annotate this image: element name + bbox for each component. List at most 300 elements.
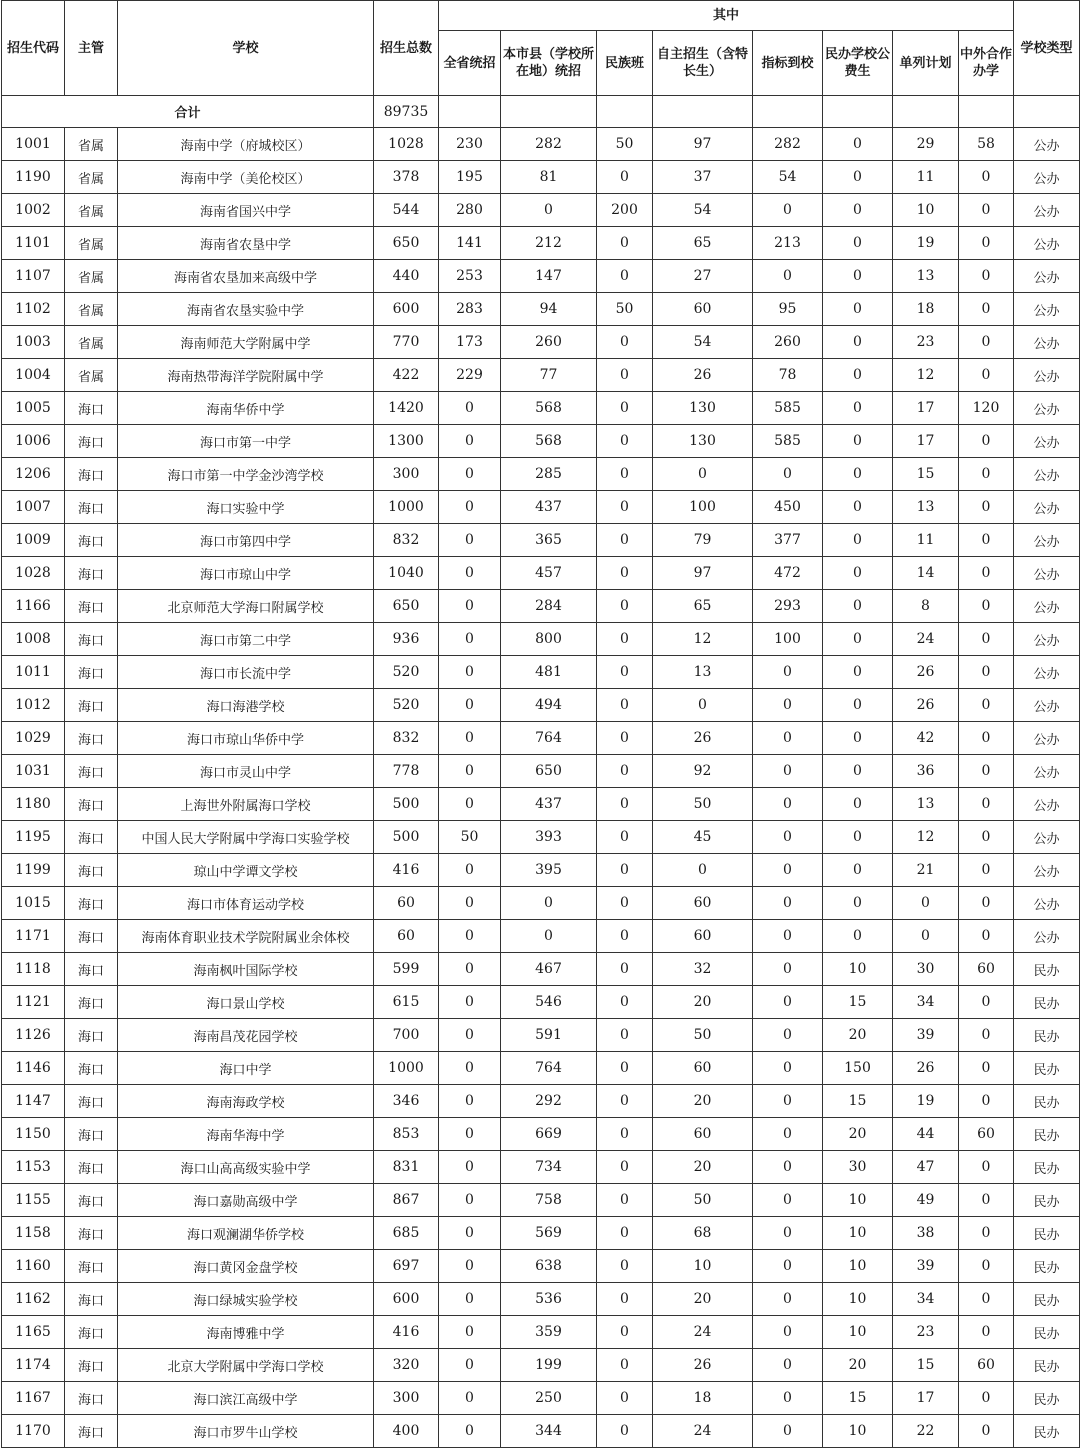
cell-authority: 海口 — [65, 1316, 118, 1349]
cell-sino-foreign: 0 — [959, 854, 1014, 887]
table-row — [2, 1085, 1080, 1118]
cell-school: 海南中学（府城校区） — [118, 128, 374, 161]
cell-sino-foreign: 0 — [959, 293, 1014, 326]
cell-authority: 海口 — [65, 1019, 118, 1052]
cell-local-unified: 494 — [501, 689, 597, 722]
cell-private-public: 15 — [823, 986, 893, 1019]
cell-local-unified: 734 — [501, 1151, 597, 1184]
cell-local-unified: 650 — [501, 755, 597, 788]
header-total: 招生总数 — [374, 1, 439, 96]
cell-school: 海口景山学校 — [118, 986, 374, 1019]
cell-independent: 27 — [653, 260, 753, 293]
cell-private-public: 15 — [823, 1382, 893, 1415]
cell-private-public: 10 — [823, 1217, 893, 1250]
cell-separate-plan: 47 — [893, 1151, 959, 1184]
cell-authority: 海口 — [65, 986, 118, 1019]
cell-authority: 海口 — [65, 887, 118, 920]
cell-total: 867 — [374, 1184, 439, 1217]
cell-sino-foreign: 0 — [959, 359, 1014, 392]
cell-separate-plan: 26 — [893, 689, 959, 722]
cell-local-unified: 568 — [501, 425, 597, 458]
cell-total: 600 — [374, 1283, 439, 1316]
cell-independent: 60 — [653, 1052, 753, 1085]
table-row — [2, 821, 1080, 854]
total-empty-cell — [823, 96, 893, 128]
cell-separate-plan: 39 — [893, 1019, 959, 1052]
cell-separate-plan: 10 — [893, 194, 959, 227]
cell-province-unified: 0 — [439, 1085, 501, 1118]
cell-local-unified: 536 — [501, 1283, 597, 1316]
cell-ethnic-class: 0 — [597, 227, 653, 260]
cell-total: 544 — [374, 194, 439, 227]
table-row — [2, 590, 1080, 623]
cell-quota: 0 — [753, 1019, 823, 1052]
cell-school-type: 民办 — [1014, 1019, 1080, 1052]
cell-authority: 海口 — [65, 590, 118, 623]
cell-private-public: 10 — [823, 1184, 893, 1217]
table-row — [2, 788, 1080, 821]
cell-school-type: 公办 — [1014, 755, 1080, 788]
cell-separate-plan: 22 — [893, 1415, 959, 1448]
cell-school-type: 公办 — [1014, 656, 1080, 689]
header-school-type: 学校类型 — [1014, 1, 1080, 96]
cell-province-unified: 0 — [439, 557, 501, 590]
header-authority: 主管 — [65, 1, 118, 96]
header-group-of-which: 其中 — [439, 1, 1014, 31]
cell-school-type: 公办 — [1014, 161, 1080, 194]
cell-school: 海南师范大学附属中学 — [118, 326, 374, 359]
cell-school-type: 公办 — [1014, 260, 1080, 293]
cell-total: 700 — [374, 1019, 439, 1052]
cell-independent: 0 — [653, 689, 753, 722]
cell-ethnic-class: 0 — [597, 986, 653, 1019]
cell-province-unified: 0 — [439, 1382, 501, 1415]
cell-quota: 0 — [753, 1250, 823, 1283]
cell-separate-plan: 24 — [893, 623, 959, 656]
cell-sino-foreign: 0 — [959, 1085, 1014, 1118]
cell-province-unified: 0 — [439, 590, 501, 623]
cell-sino-foreign: 0 — [959, 260, 1014, 293]
cell-school: 海口观澜湖华侨学校 — [118, 1217, 374, 1250]
table-row — [2, 359, 1080, 392]
cell-total: 378 — [374, 161, 439, 194]
cell-independent: 60 — [653, 887, 753, 920]
cell-total: 300 — [374, 1382, 439, 1415]
cell-local-unified: 359 — [501, 1316, 597, 1349]
cell-separate-plan: 17 — [893, 392, 959, 425]
cell-ethnic-class: 0 — [597, 854, 653, 887]
cell-sino-foreign: 0 — [959, 194, 1014, 227]
cell-ethnic-class: 0 — [597, 491, 653, 524]
cell-authority: 海口 — [65, 1382, 118, 1415]
cell-quota: 0 — [753, 1217, 823, 1250]
cell-local-unified: 81 — [501, 161, 597, 194]
cell-authority: 海口 — [65, 1184, 118, 1217]
cell-code: 1011 — [2, 656, 65, 689]
cell-authority: 省属 — [65, 359, 118, 392]
cell-province-unified: 283 — [439, 293, 501, 326]
cell-separate-plan: 36 — [893, 755, 959, 788]
cell-local-unified: 285 — [501, 458, 597, 491]
cell-independent: 24 — [653, 1415, 753, 1448]
cell-total: 770 — [374, 326, 439, 359]
cell-province-unified: 0 — [439, 755, 501, 788]
cell-school-type: 公办 — [1014, 227, 1080, 260]
cell-school: 海南昌茂花园学校 — [118, 1019, 374, 1052]
cell-total: 320 — [374, 1349, 439, 1382]
cell-local-unified: 568 — [501, 392, 597, 425]
cell-local-unified: 77 — [501, 359, 597, 392]
cell-school: 海口中学 — [118, 1052, 374, 1085]
cell-code: 1003 — [2, 326, 65, 359]
cell-sino-foreign: 0 — [959, 1283, 1014, 1316]
cell-quota: 0 — [753, 1151, 823, 1184]
cell-private-public: 0 — [823, 656, 893, 689]
cell-local-unified: 0 — [501, 194, 597, 227]
cell-authority: 海口 — [65, 1151, 118, 1184]
cell-code: 1005 — [2, 392, 65, 425]
cell-authority: 海口 — [65, 755, 118, 788]
cell-authority: 海口 — [65, 491, 118, 524]
cell-ethnic-class: 0 — [597, 1250, 653, 1283]
cell-code: 1006 — [2, 425, 65, 458]
cell-local-unified: 437 — [501, 788, 597, 821]
cell-sino-foreign: 0 — [959, 623, 1014, 656]
cell-school-type: 民办 — [1014, 1316, 1080, 1349]
cell-code: 1029 — [2, 722, 65, 755]
total-label: 合计 — [2, 96, 374, 128]
cell-separate-plan: 19 — [893, 227, 959, 260]
cell-ethnic-class: 0 — [597, 359, 653, 392]
header-sino-foreign: 中外合作办学 — [959, 31, 1014, 96]
table-row — [2, 194, 1080, 227]
cell-authority: 海口 — [65, 392, 118, 425]
cell-independent: 92 — [653, 755, 753, 788]
cell-separate-plan: 8 — [893, 590, 959, 623]
cell-private-public: 10 — [823, 1316, 893, 1349]
cell-sino-foreign: 0 — [959, 788, 1014, 821]
cell-code: 1167 — [2, 1382, 65, 1415]
cell-private-public: 0 — [823, 722, 893, 755]
cell-private-public: 0 — [823, 491, 893, 524]
cell-total: 300 — [374, 458, 439, 491]
cell-ethnic-class: 0 — [597, 1283, 653, 1316]
cell-ethnic-class: 0 — [597, 887, 653, 920]
cell-quota: 0 — [753, 722, 823, 755]
cell-ethnic-class: 200 — [597, 194, 653, 227]
cell-school-type: 民办 — [1014, 1382, 1080, 1415]
table-row — [2, 1151, 1080, 1184]
cell-quota: 0 — [753, 1349, 823, 1382]
cell-code: 1180 — [2, 788, 65, 821]
cell-sino-foreign: 0 — [959, 590, 1014, 623]
cell-code: 1028 — [2, 557, 65, 590]
cell-quota: 0 — [753, 755, 823, 788]
cell-independent: 32 — [653, 953, 753, 986]
cell-authority: 省属 — [65, 260, 118, 293]
table-row — [2, 920, 1080, 953]
total-empty-cell — [439, 96, 501, 128]
cell-code: 1174 — [2, 1349, 65, 1382]
table-row — [2, 953, 1080, 986]
cell-ethnic-class: 0 — [597, 1085, 653, 1118]
header-ethnic-class: 民族班 — [597, 31, 653, 96]
cell-school-type: 公办 — [1014, 128, 1080, 161]
cell-separate-plan: 19 — [893, 1085, 959, 1118]
cell-total: 615 — [374, 986, 439, 1019]
cell-separate-plan: 34 — [893, 1283, 959, 1316]
cell-authority: 海口 — [65, 524, 118, 557]
cell-local-unified: 284 — [501, 590, 597, 623]
cell-private-public: 10 — [823, 1283, 893, 1316]
total-empty-cell — [1014, 96, 1080, 128]
cell-sino-foreign: 0 — [959, 689, 1014, 722]
table-row — [2, 260, 1080, 293]
cell-private-public: 0 — [823, 260, 893, 293]
cell-total: 520 — [374, 689, 439, 722]
header-separate-plan: 单列计划 — [893, 31, 959, 96]
cell-authority: 省属 — [65, 326, 118, 359]
cell-separate-plan: 21 — [893, 854, 959, 887]
cell-province-unified: 253 — [439, 260, 501, 293]
cell-authority: 海口 — [65, 854, 118, 887]
cell-independent: 20 — [653, 1151, 753, 1184]
table-row — [2, 1316, 1080, 1349]
cell-private-public: 0 — [823, 623, 893, 656]
cell-school: 海南中学（美伦校区） — [118, 161, 374, 194]
cell-authority: 海口 — [65, 1052, 118, 1085]
cell-code: 1158 — [2, 1217, 65, 1250]
cell-sino-foreign: 58 — [959, 128, 1014, 161]
cell-independent: 20 — [653, 1283, 753, 1316]
cell-authority: 海口 — [65, 821, 118, 854]
cell-separate-plan: 26 — [893, 656, 959, 689]
cell-private-public: 0 — [823, 161, 893, 194]
cell-local-unified: 764 — [501, 1052, 597, 1085]
cell-local-unified: 393 — [501, 821, 597, 854]
cell-ethnic-class: 0 — [597, 557, 653, 590]
cell-total: 853 — [374, 1118, 439, 1151]
cell-private-public: 0 — [823, 755, 893, 788]
cell-code: 1170 — [2, 1415, 65, 1448]
cell-code: 1146 — [2, 1052, 65, 1085]
cell-province-unified: 0 — [439, 458, 501, 491]
cell-authority: 海口 — [65, 458, 118, 491]
cell-authority: 海口 — [65, 1349, 118, 1382]
cell-code: 1166 — [2, 590, 65, 623]
cell-quota: 0 — [753, 953, 823, 986]
cell-total: 1300 — [374, 425, 439, 458]
cell-quota: 293 — [753, 590, 823, 623]
cell-school-type: 公办 — [1014, 491, 1080, 524]
cell-code: 1118 — [2, 953, 65, 986]
cell-total: 936 — [374, 623, 439, 656]
table-row — [2, 986, 1080, 1019]
cell-private-public: 0 — [823, 194, 893, 227]
cell-province-unified: 0 — [439, 1052, 501, 1085]
cell-school: 海口市罗牛山学校 — [118, 1415, 374, 1448]
cell-code: 1171 — [2, 920, 65, 953]
cell-ethnic-class: 0 — [597, 1415, 653, 1448]
cell-independent: 65 — [653, 590, 753, 623]
cell-separate-plan: 17 — [893, 425, 959, 458]
cell-authority: 海口 — [65, 953, 118, 986]
total-empty-cell — [653, 96, 753, 128]
cell-school-type: 公办 — [1014, 557, 1080, 590]
table-row — [2, 557, 1080, 590]
cell-school-type: 公办 — [1014, 458, 1080, 491]
cell-school: 海口山高高级实验中学 — [118, 1151, 374, 1184]
total-empty-cell — [753, 96, 823, 128]
cell-province-unified: 50 — [439, 821, 501, 854]
cell-school: 海口嘉勋高级中学 — [118, 1184, 374, 1217]
cell-quota: 0 — [753, 260, 823, 293]
cell-sino-foreign: 0 — [959, 1019, 1014, 1052]
cell-local-unified: 260 — [501, 326, 597, 359]
cell-local-unified: 0 — [501, 887, 597, 920]
cell-sino-foreign: 0 — [959, 986, 1014, 1019]
cell-school-type: 民办 — [1014, 1415, 1080, 1448]
cell-authority: 海口 — [65, 557, 118, 590]
cell-authority: 海口 — [65, 1283, 118, 1316]
cell-private-public: 0 — [823, 590, 893, 623]
cell-code: 1008 — [2, 623, 65, 656]
cell-code: 1199 — [2, 854, 65, 887]
cell-quota: 282 — [753, 128, 823, 161]
cell-school-type: 民办 — [1014, 1250, 1080, 1283]
cell-code: 1001 — [2, 128, 65, 161]
total-row — [2, 96, 1080, 128]
cell-private-public: 0 — [823, 128, 893, 161]
cell-ethnic-class: 0 — [597, 590, 653, 623]
cell-total: 831 — [374, 1151, 439, 1184]
cell-sino-foreign: 60 — [959, 1349, 1014, 1382]
cell-local-unified: 591 — [501, 1019, 597, 1052]
cell-independent: 45 — [653, 821, 753, 854]
cell-independent: 50 — [653, 788, 753, 821]
table-row — [2, 128, 1080, 161]
cell-school: 海口滨江高级中学 — [118, 1382, 374, 1415]
cell-private-public: 0 — [823, 557, 893, 590]
cell-code: 1009 — [2, 524, 65, 557]
cell-separate-plan: 23 — [893, 1316, 959, 1349]
cell-school-type: 公办 — [1014, 623, 1080, 656]
table-row — [2, 1250, 1080, 1283]
cell-quota: 0 — [753, 656, 823, 689]
cell-quota: 0 — [753, 1382, 823, 1415]
cell-ethnic-class: 0 — [597, 326, 653, 359]
header-school: 学校 — [118, 1, 374, 96]
cell-quota: 0 — [753, 1085, 823, 1118]
cell-province-unified: 0 — [439, 689, 501, 722]
cell-local-unified: 546 — [501, 986, 597, 1019]
cell-total: 416 — [374, 1316, 439, 1349]
cell-code: 1150 — [2, 1118, 65, 1151]
cell-sino-foreign: 0 — [959, 326, 1014, 359]
cell-separate-plan: 15 — [893, 458, 959, 491]
cell-quota: 0 — [753, 887, 823, 920]
cell-province-unified: 0 — [439, 1118, 501, 1151]
cell-sino-foreign: 0 — [959, 1151, 1014, 1184]
cell-school: 海口绿城实验学校 — [118, 1283, 374, 1316]
cell-total: 60 — [374, 920, 439, 953]
cell-school: 海口市琼山中学 — [118, 557, 374, 590]
cell-independent: 60 — [653, 293, 753, 326]
cell-school-type: 公办 — [1014, 788, 1080, 821]
cell-sino-foreign: 60 — [959, 1118, 1014, 1151]
table-row — [2, 326, 1080, 359]
cell-ethnic-class: 0 — [597, 1151, 653, 1184]
cell-school-type: 公办 — [1014, 920, 1080, 953]
cell-independent: 79 — [653, 524, 753, 557]
cell-sino-foreign: 0 — [959, 491, 1014, 524]
cell-independent: 50 — [653, 1019, 753, 1052]
cell-ethnic-class: 0 — [597, 161, 653, 194]
cell-local-unified: 764 — [501, 722, 597, 755]
cell-school: 海南体育职业技术学院附属业余体校 — [118, 920, 374, 953]
cell-independent: 100 — [653, 491, 753, 524]
table-row — [2, 293, 1080, 326]
cell-quota: 377 — [753, 524, 823, 557]
cell-province-unified: 0 — [439, 1217, 501, 1250]
cell-province-unified: 0 — [439, 986, 501, 1019]
header-private-public-funded: 民办学校公费生 — [823, 31, 893, 96]
cell-total: 650 — [374, 590, 439, 623]
cell-independent: 18 — [653, 1382, 753, 1415]
cell-ethnic-class: 0 — [597, 755, 653, 788]
table-row — [2, 1283, 1080, 1316]
cell-sino-foreign: 0 — [959, 425, 1014, 458]
table-row — [2, 689, 1080, 722]
cell-separate-plan: 17 — [893, 1382, 959, 1415]
table-row — [2, 524, 1080, 557]
cell-province-unified: 195 — [439, 161, 501, 194]
cell-independent: 65 — [653, 227, 753, 260]
cell-local-unified: 669 — [501, 1118, 597, 1151]
cell-authority: 省属 — [65, 194, 118, 227]
cell-school-type: 民办 — [1014, 1217, 1080, 1250]
cell-authority: 省属 — [65, 227, 118, 260]
cell-school-type: 民办 — [1014, 1118, 1080, 1151]
cell-province-unified: 0 — [439, 1019, 501, 1052]
cell-school: 海南华侨中学 — [118, 392, 374, 425]
cell-private-public: 10 — [823, 1250, 893, 1283]
cell-quota: 450 — [753, 491, 823, 524]
cell-total: 600 — [374, 293, 439, 326]
cell-private-public: 10 — [823, 953, 893, 986]
cell-separate-plan: 0 — [893, 887, 959, 920]
cell-total: 60 — [374, 887, 439, 920]
cell-quota: 0 — [753, 1316, 823, 1349]
cell-private-public: 0 — [823, 887, 893, 920]
cell-sino-foreign: 120 — [959, 392, 1014, 425]
cell-quota: 0 — [753, 788, 823, 821]
cell-sino-foreign: 0 — [959, 722, 1014, 755]
cell-private-public: 0 — [823, 293, 893, 326]
cell-private-public: 0 — [823, 788, 893, 821]
cell-ethnic-class: 0 — [597, 1382, 653, 1415]
cell-total: 599 — [374, 953, 439, 986]
cell-ethnic-class: 50 — [597, 128, 653, 161]
cell-quota: 472 — [753, 557, 823, 590]
cell-quota: 0 — [753, 920, 823, 953]
cell-independent: 0 — [653, 854, 753, 887]
cell-quota: 260 — [753, 326, 823, 359]
cell-sino-foreign: 0 — [959, 1382, 1014, 1415]
cell-province-unified: 173 — [439, 326, 501, 359]
cell-ethnic-class: 0 — [597, 1052, 653, 1085]
cell-authority: 海口 — [65, 1415, 118, 1448]
